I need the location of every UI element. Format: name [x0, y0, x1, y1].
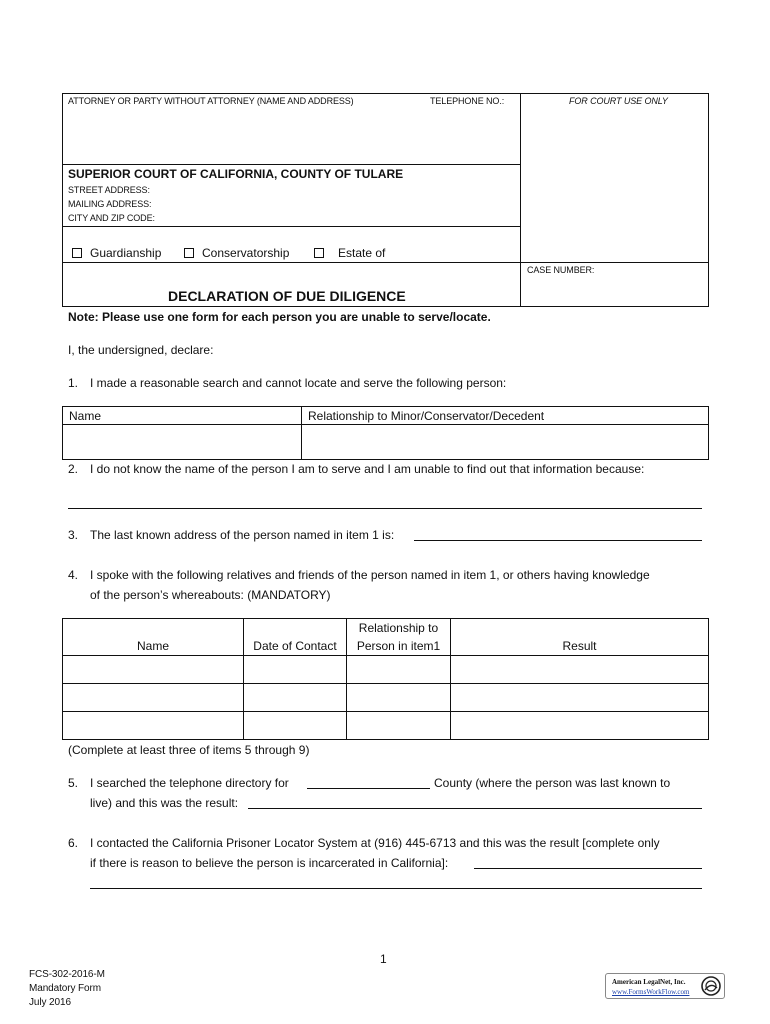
item5-part2: County (where the person was last known to: [434, 776, 671, 790]
item2-number: 2.: [68, 462, 79, 476]
street-address-label: STREET ADDRESS:: [68, 185, 150, 195]
item4-col-rel-line2: Person in item1: [356, 639, 441, 653]
attorney-label: ATTORNEY OR PARTY WITHOUT ATTORNEY (NAME AND ADDRESS): [68, 96, 354, 106]
item4-line2: of the person’s whereabouts: (MANDATORY): [90, 588, 331, 602]
contact-relationship-cell[interactable]: [347, 712, 451, 740]
item6-result-line[interactable]: [474, 868, 702, 869]
attorney-input-area[interactable]: [64, 110, 518, 162]
contact-date-cell[interactable]: [244, 684, 347, 712]
caption-divider-checkboxes: [62, 262, 709, 263]
checkbox-estate-of[interactable]: [314, 246, 385, 260]
contact-relationship-cell[interactable]: [347, 684, 451, 712]
court-use-area: [523, 110, 707, 260]
item6-line2: if there is reason to believe the person is incarcerated in California]:: [90, 856, 449, 870]
contact-result-cell[interactable]: [451, 656, 709, 684]
item2-text: I do not know the name of the person I am to serve and I am unable to find out that information because:: [90, 462, 645, 476]
intro: I, the undersigned, declare:: [68, 343, 214, 357]
checkbox-icon: [314, 248, 324, 258]
caption-divider-attorney: [62, 164, 521, 165]
item1-relationship-cell[interactable]: [302, 425, 709, 460]
item1-text: I made a reasonable search and cannot locate and serve the following person:: [90, 376, 507, 390]
item2-answer-line[interactable]: [68, 508, 702, 509]
contact-relationship-cell[interactable]: [347, 656, 451, 684]
contact-name-cell[interactable]: [63, 684, 244, 712]
caption-divider-vertical: [520, 93, 521, 307]
item4-col-rel-line1: Relationship to: [358, 621, 439, 635]
item5-result-line[interactable]: [248, 808, 702, 809]
checkbox-guardianship-label: Guardianship: [90, 246, 162, 260]
item6-line1: I contacted the California Prisoner Locator System at (916) 445-6713 and this was the result [complete only: [90, 836, 660, 850]
contact-result-cell[interactable]: [451, 712, 709, 740]
item3-number: 3.: [68, 528, 79, 542]
note: Note: Please use one form for each person you are unable to serve/locate.: [68, 310, 491, 324]
item4-col-result-label: Result: [562, 639, 597, 653]
form-id: FCS-302-2016-M: [29, 969, 105, 980]
item4-col-result: [451, 619, 709, 656]
form-type: Mandatory Form: [29, 983, 101, 994]
item4-col-name: [63, 619, 244, 656]
item1-table: [62, 406, 709, 460]
item5-line2: live) and this was the result:: [90, 796, 239, 810]
case-number-label: CASE NUMBER:: [527, 265, 595, 275]
publisher-url[interactable]: www.FormsWorkFlow.com: [612, 988, 690, 996]
table-row: [63, 656, 709, 684]
item1-col-name: Name: [63, 407, 302, 425]
item4-number: 4.: [68, 568, 79, 582]
item4-col-relationship: [347, 619, 451, 656]
table-row: [63, 684, 709, 712]
form-date: July 2016: [29, 997, 71, 1008]
item3-text: The last known address of the person named in item 1 is:: [90, 528, 395, 542]
item4-contacts-table: [62, 618, 709, 740]
checkbox-estate-of-label: Estate of: [338, 246, 386, 260]
publisher-badge: [605, 973, 725, 999]
item1-col-relationship: Relationship to Minor/Conservator/Decedent: [302, 407, 709, 425]
telephone-label: TELEPHONE NO.:: [430, 96, 505, 106]
item5-part1: I searched the telephone directory for: [90, 776, 289, 790]
page-number: 1: [380, 952, 387, 966]
court-name: SUPERIOR COURT OF CALIFORNIA, COUNTY OF TULARE: [68, 167, 404, 181]
checkbox-guardianship[interactable]: [72, 246, 161, 260]
city-zip-label: CITY AND ZIP CODE:: [68, 213, 155, 223]
item1-name-cell[interactable]: [63, 425, 302, 460]
item3-answer-line[interactable]: [414, 540, 702, 541]
contact-result-cell[interactable]: [451, 684, 709, 712]
item4-col-date-label: Date of Contact: [253, 639, 337, 653]
publisher-name: American LegalNet, Inc.: [612, 978, 686, 986]
item5-county-line[interactable]: [307, 788, 430, 789]
complete-note: (Complete at least three of items 5 through 9): [68, 743, 310, 757]
item6-number: 6.: [68, 836, 79, 850]
contact-name-cell[interactable]: [63, 656, 244, 684]
publisher-logo-icon: [701, 976, 721, 996]
caption-divider-court: [62, 226, 521, 227]
item1-number: 1.: [68, 376, 79, 390]
item4-line1: I spoke with the following relatives and friends of the person named in item 1, or others having knowledge: [90, 568, 650, 582]
checkbox-conservatorship[interactable]: [184, 246, 289, 260]
mailing-address-label: MAILING ADDRESS:: [68, 199, 152, 209]
case-number-field[interactable]: [523, 278, 707, 305]
item5-number: 5.: [68, 776, 79, 790]
table-row: [63, 712, 709, 740]
contact-date-cell[interactable]: [244, 712, 347, 740]
checkbox-icon: [72, 248, 82, 258]
contact-date-cell[interactable]: [244, 656, 347, 684]
item6-result-line-2[interactable]: [90, 888, 702, 889]
checkbox-icon: [184, 248, 194, 258]
checkbox-conservatorship-label: Conservatorship: [202, 246, 290, 260]
item4-col-date: [244, 619, 347, 656]
contact-name-cell[interactable]: [63, 712, 244, 740]
item4-col-name-label: Name: [136, 639, 169, 653]
court-use-label: FOR COURT USE ONLY: [569, 96, 668, 106]
form-title: DECLARATION OF DUE DILIGENCE: [168, 288, 406, 304]
